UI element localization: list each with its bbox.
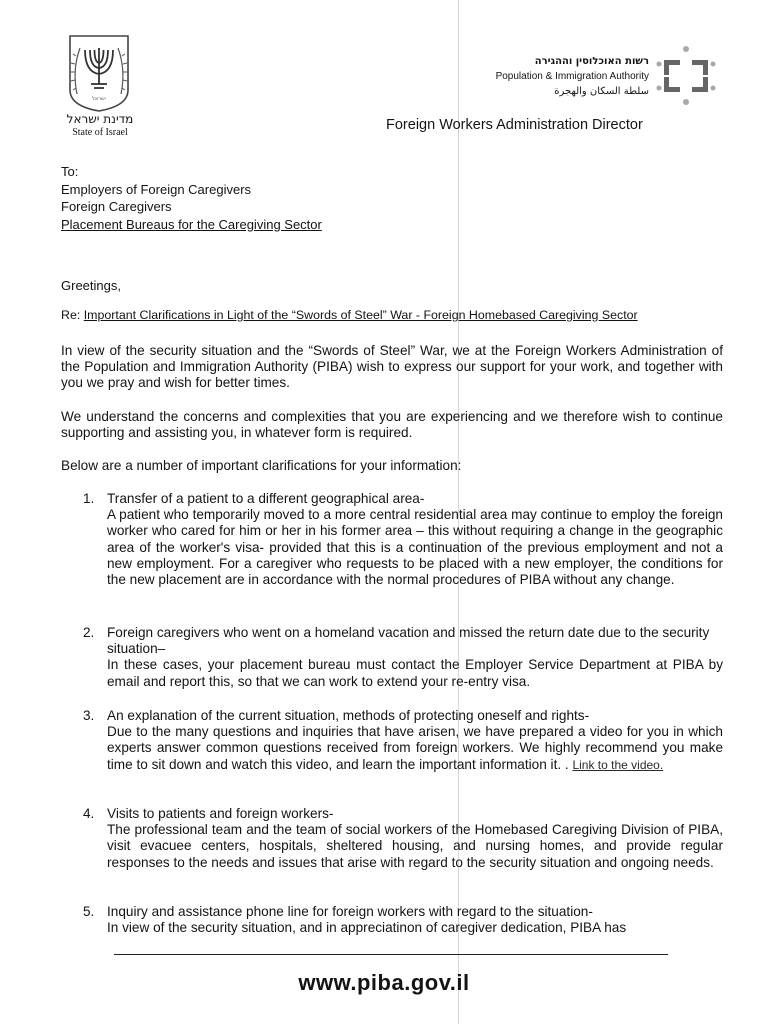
recipient-line: Employers of Foreign Caregivers — [61, 181, 252, 197]
video-link[interactable]: Link to the video. — [572, 757, 664, 772]
subject-text: Important Clarifications in Light of the “Swords of Steel” War - Foreign Homebased Caregiving Sector — [83, 308, 638, 322]
item-number: 2. — [83, 625, 95, 640]
intro-paragraph: In view of the security situation and the “Swords of Steel” War, we at the Foreign Workers Administration of the Population and Immigration Authority (PIBA) wish to express our support for your work, and together with you we pray and wish for better times. — [61, 343, 723, 391]
item-title: Visits to patients and foreign workers- — [107, 806, 334, 821]
item-number: 4. — [83, 806, 95, 821]
piba-logo-icon — [654, 44, 718, 106]
authority-name-block — [496, 54, 649, 99]
subject-prefix: Re: — [61, 308, 84, 322]
item-body: The professional team and the team of social workers of the Homebased Caregiving Division of PIBA, visit evacuee centers, hospitals, sheltered housing, and nursing homes, and provide regular responses to the needs and issues that arise with regard to the security situation and ongoing needs. — [107, 822, 723, 870]
item-title: Foreign caregivers who went on a homeland vacation and missed the return date due to the security situation– — [107, 625, 710, 657]
authority-name-arabic: سلطة السكان والهجرة — [554, 86, 649, 97]
greeting: Greetings, — [61, 278, 121, 293]
item-title: Transfer of a patient to a different geographical area- — [107, 491, 425, 506]
item-number: 3. — [83, 708, 95, 723]
subject-line — [61, 308, 638, 322]
item-body: A patient who temporarily moved to a more central residential area may continue to employ the foreign worker who cared for him or her in his former area – this without requiring a change in the geographic area of the worker's visa- provided that this is a continuation of the previous employment and not a new employment. For a caregiver who requests to be placed with a new employer, the conditions for the new placement are in accordance with the normal procedures of PIBA without any change. — [107, 507, 723, 588]
item-body: In these cases, your placement bureau must contact the Employer Service Department at PIBA by email and report this, so that we can work to extend your re-entry visa. — [107, 657, 723, 689]
state-emblem-icon — [66, 34, 132, 112]
footer-website-url: www.piba.gov.il — [298, 970, 470, 995]
item-number: 1. — [83, 491, 95, 506]
item-body-with-link — [107, 724, 723, 773]
to-label: To: — [61, 164, 79, 179]
list-item — [83, 625, 723, 690]
item-number: 5. — [83, 904, 95, 919]
list-item — [83, 904, 723, 936]
recipient-line: Placement Bureaus for the Caregiving Sector — [61, 216, 322, 232]
authority-name-english: Population & Immigration Authority — [495, 71, 649, 82]
recipient-line: Foreign Caregivers — [61, 199, 172, 214]
state-name-hebrew: מדינת ישראל — [66, 112, 134, 126]
item-body: In view of the security situation, and in appreciatinon of caregiver dedication, PIBA has — [107, 920, 627, 936]
list-item — [83, 491, 723, 588]
item-body: Due to the many questions and inquiries that have arisen, we have prepared a video for you in which experts answer common questions received from foreign workers. We highly recommend you make time to sit down and watch this video, and learn the important information it. . — [107, 724, 723, 772]
support-paragraph: We understand the concerns and complexities that you are experiencing and we therefore wish to continue supporting and assisting you, in whatever form is required. — [61, 409, 723, 441]
svg-text:ישראל: ישראל — [92, 96, 106, 102]
state-name-english: State of Israel — [72, 127, 128, 138]
list-item — [83, 806, 723, 871]
footer-divider — [114, 954, 668, 955]
department-title: Foreign Workers Administration Director — [386, 117, 643, 133]
authority-name-hebrew: רשות האוכלוסין וההגירה — [534, 56, 649, 67]
recipients-block — [61, 163, 322, 233]
clarifications-intro: Below are a number of important clarifications for your information: — [61, 458, 462, 473]
list-item — [83, 708, 723, 773]
item-title: An explanation of the current situation, methods of protecting oneself and rights- — [107, 708, 590, 723]
item-title: Inquiry and assistance phone line for foreign workers with regard to the situation- — [107, 904, 593, 919]
